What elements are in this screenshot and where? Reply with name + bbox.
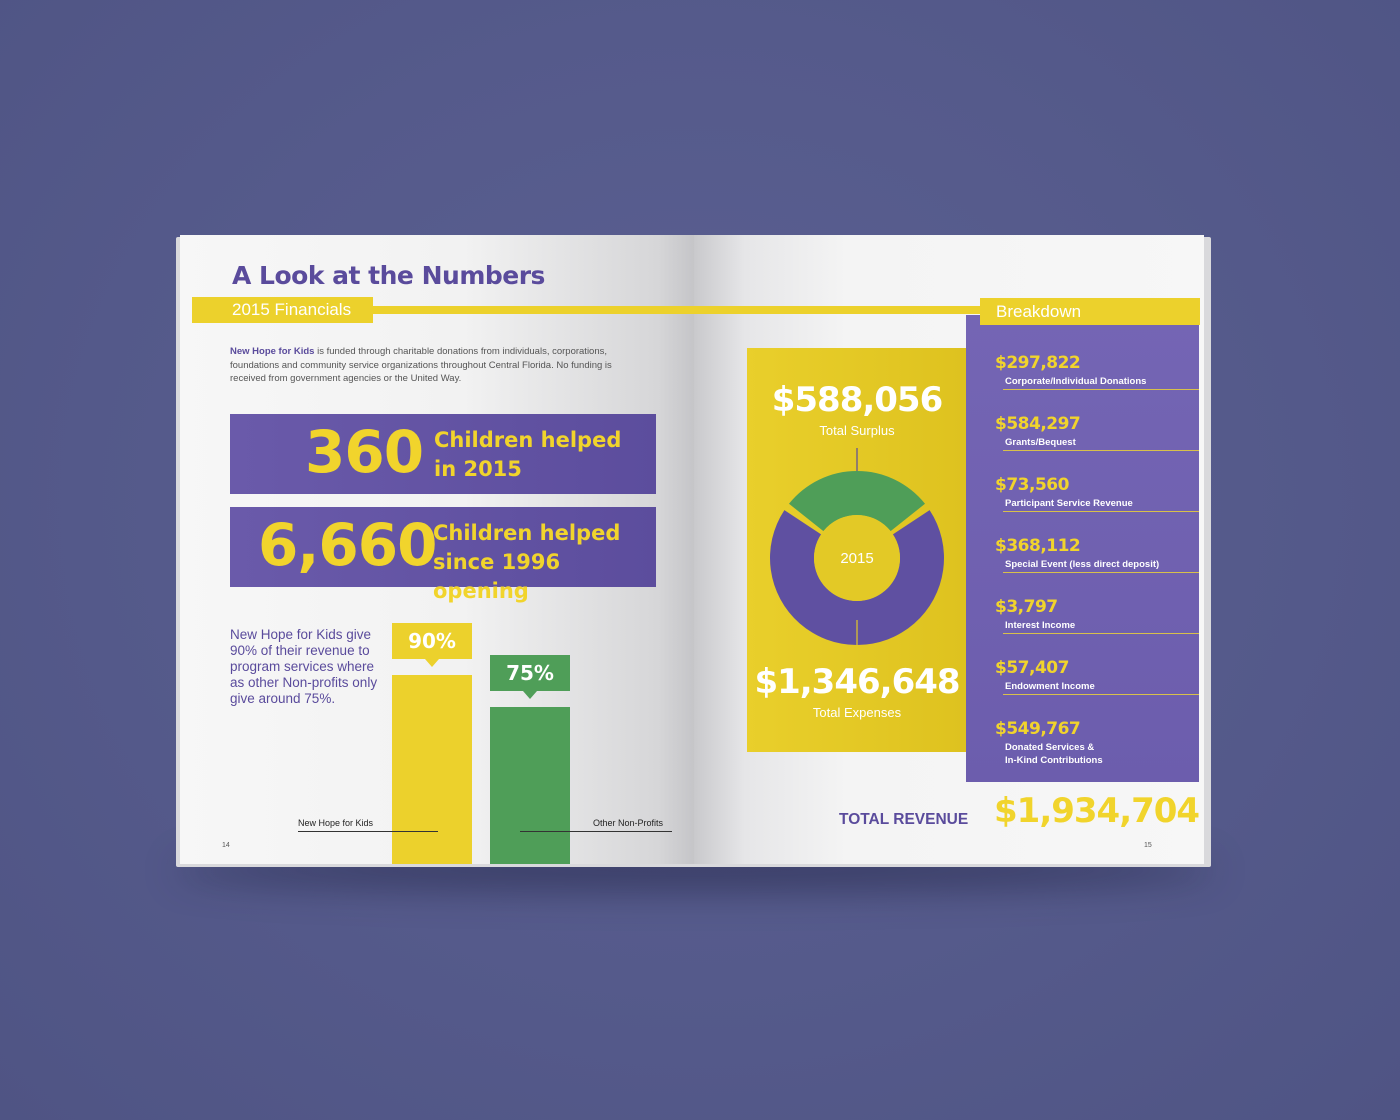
right-page <box>694 235 1204 864</box>
breakdown-divider <box>1003 389 1199 390</box>
header-strip <box>694 306 996 314</box>
breakdown-description: Special Event (less direct deposit) <box>1005 559 1160 570</box>
breakdown-divider <box>1003 694 1199 695</box>
page-title: A Look at the Numbers <box>232 261 545 290</box>
stat-box-children-total <box>230 507 656 603</box>
stat-line-2: in 2015 <box>434 457 522 481</box>
breakdown-description: Endowment Income <box>1005 681 1095 692</box>
breakdown-amount: $73,560 <box>995 475 1069 495</box>
breakdown-item <box>995 658 1199 718</box>
category-underline <box>520 831 672 832</box>
stat-line-1: Children helped <box>434 428 622 452</box>
breakdown-description <box>1005 741 1195 767</box>
total-expenses-label: Total Expenses <box>812 705 902 720</box>
total-revenue-label: TOTAL REVENUE <box>839 811 969 828</box>
stat-value: 6,660 <box>258 511 437 579</box>
breakdown-amount: $297,822 <box>995 353 1081 373</box>
breakdown-description-line-2: In-Kind Contributions <box>1005 755 1103 766</box>
breakdown-amount: $57,407 <box>995 658 1069 678</box>
bar-other-nonprofits <box>490 707 570 865</box>
breakdown-description: Participant Service Revenue <box>1005 498 1133 509</box>
intro-org-name: New Hope for Kids <box>230 346 315 357</box>
bar-new-hope <box>392 675 472 864</box>
revenue-donut-chart <box>767 448 947 668</box>
breakdown-divider <box>1003 633 1199 634</box>
total-revenue-amount: $1,934,704 <box>994 791 1200 831</box>
total-surplus-amount: $588,056 <box>771 380 943 420</box>
total-expenses-amount: $1,346,648 <box>754 662 960 702</box>
revenue-note: New Hope for Kids give 90% of their revenue to program services where as other Non-profits only give around 75%. <box>230 627 378 706</box>
breakdown-tab: Breakdown <box>980 298 1200 325</box>
breakdown-item <box>995 475 1199 535</box>
breakdown-item <box>995 536 1199 596</box>
stat-description <box>434 426 621 484</box>
breakdown-item <box>995 597 1199 657</box>
page-number-right: 15 <box>1144 842 1152 849</box>
left-page <box>180 235 694 864</box>
stat-line-2: since 1996 opening <box>433 550 561 603</box>
breakdown-amount: $3,797 <box>995 597 1058 617</box>
stat-value: 360 <box>305 418 424 486</box>
surplus-expenses-panel <box>747 348 967 752</box>
breakdown-panel <box>966 315 1199 782</box>
breakdown-amount: $549,767 <box>995 719 1081 739</box>
breakdown-divider <box>1003 450 1199 451</box>
breakdown-description: Grants/Bequest <box>1005 437 1076 448</box>
page-number-left: 14 <box>222 842 230 849</box>
intro-text: is funded through charitable donations from individuals, corporations, foundations and community service organizations throughout Central Florida. No funding is received from government agencies or the United Way. <box>230 346 612 384</box>
financials-tab: 2015 Financials <box>192 297 373 323</box>
stat-description <box>433 519 656 606</box>
breakdown-item <box>995 353 1199 413</box>
breakdown-item <box>995 719 1199 779</box>
breakdown-description: Interest Income <box>1005 620 1076 631</box>
donut-year-label: 2015 <box>840 550 874 567</box>
bar-value-label-other: 75% <box>490 655 570 691</box>
breakdown-amount: $368,112 <box>995 536 1081 556</box>
total-surplus-label: Total Surplus <box>819 423 895 438</box>
bar-value-label-new-hope: 90% <box>392 623 472 659</box>
breakdown-amount: $584,297 <box>995 414 1081 434</box>
breakdown-divider <box>1003 511 1199 512</box>
stat-box-children-2015 <box>230 414 656 494</box>
breakdown-item <box>995 414 1199 474</box>
breakdown-divider <box>1003 572 1199 573</box>
category-label-new-hope: New Hope for Kids <box>298 818 374 828</box>
category-underline <box>298 831 438 832</box>
breakdown-description: Corporate/Individual Donations <box>1005 376 1147 387</box>
breakdown-description-line-1: Donated Services & <box>1005 742 1095 753</box>
intro-paragraph <box>230 345 650 386</box>
stat-line-1: Children helped <box>433 521 621 545</box>
category-label-other: Other Non-Profits <box>593 818 664 828</box>
